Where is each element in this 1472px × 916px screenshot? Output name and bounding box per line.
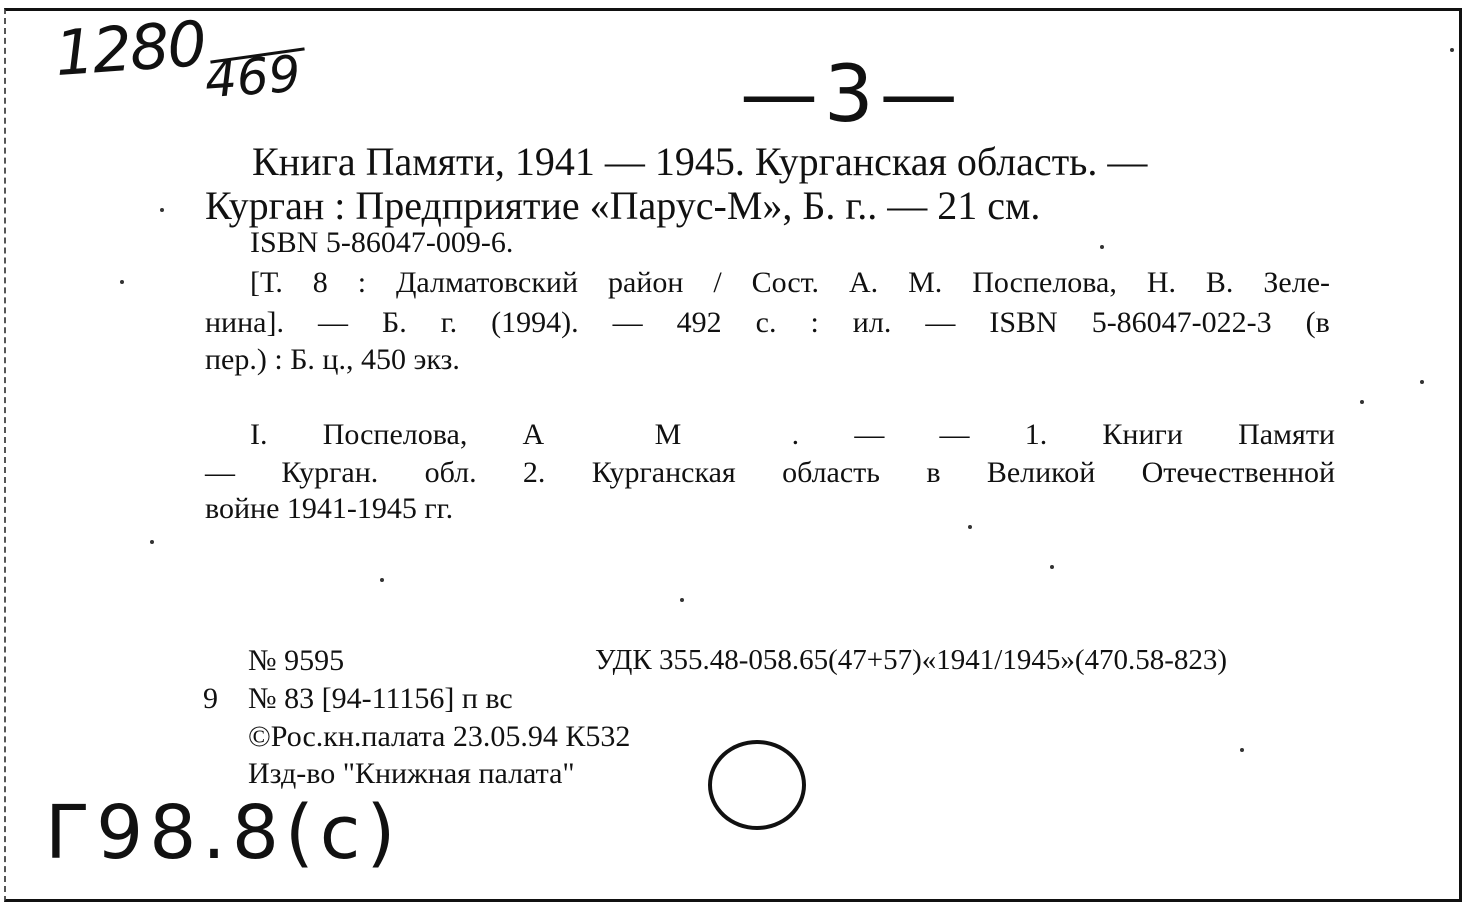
volume-line-1-word: Далматовский [395, 266, 579, 299]
subject-line-2-word: Отечественной [1141, 456, 1335, 489]
volume-line-2-word: : [810, 306, 819, 339]
volume-line-2-word: ISBN [989, 306, 1058, 339]
subject-line-1-word: — [939, 418, 970, 451]
scan-speck [1100, 245, 1104, 249]
scan-speck [1450, 48, 1454, 52]
scan-speck [968, 525, 972, 529]
volume-line-2-word: — [317, 306, 348, 339]
scan-speck [1240, 748, 1244, 752]
volume-line-2 [205, 306, 1330, 340]
subject-line-1 [250, 418, 1335, 452]
volume-line-2-word: 5-86047-022-3 [1091, 306, 1272, 339]
subject-line-2-word: 2. [522, 456, 546, 489]
volume-line-2-word: Б. [381, 306, 407, 339]
stamp-circle [708, 740, 806, 830]
title-line-1: Книга Памяти, 1941 — 1945. Курганская область. — [252, 139, 1148, 184]
accession-fraction: 469 [203, 44, 303, 110]
volume-line-1 [250, 266, 1330, 300]
volume-line-1-word: Зеле- [1263, 266, 1330, 299]
accession-number: 1280 [52, 6, 208, 91]
subject-line-2-word: — [205, 456, 235, 489]
volume-line-1-word: Поспелова, [972, 266, 1117, 299]
volume-line-2-word: 492 [676, 306, 722, 339]
volume-line-1-word: Н. [1146, 266, 1176, 299]
volume-line-1-word: 8 [312, 266, 328, 299]
title-line-2: Курган : Предприятие «Парус-М», Б. г.. — 21 см. [205, 183, 1041, 228]
volume-line-1-word: В. [1205, 266, 1234, 299]
subject-line-1-word: Памяти [1238, 418, 1335, 451]
order-line: № 83 [94-11156] п вс [248, 682, 513, 715]
subject-line-2-word: в [926, 456, 941, 489]
subject-line-2-word: область [782, 456, 880, 489]
scan-speck [1050, 565, 1054, 569]
subject-line-1-word: Книги [1102, 418, 1183, 451]
scan-speck [380, 578, 384, 582]
publisher-line: Изд-во "Книжная палата" [248, 757, 575, 790]
volume-line-2-word: (в [1305, 306, 1330, 339]
subject-line-2-word: обл. [424, 456, 477, 489]
subject-line-1-word: М [654, 418, 682, 451]
udc-code: УДК 355.48-058.65(47+57)«1941/1945»(470.58-823) [595, 644, 1228, 676]
subject-line-1-word: 1. [1024, 418, 1048, 451]
record-number: № 9595 [248, 644, 345, 677]
scan-speck [120, 280, 124, 284]
page-mark: —3— [740, 50, 964, 140]
subject-line-2-word: Курганская [591, 456, 736, 489]
subject-line-1-word: Поспелова, [322, 418, 468, 451]
volume-line-2-word: ил. [852, 306, 892, 339]
scan-speck [680, 598, 684, 602]
volume-line-2-word: — [612, 306, 643, 339]
volume-line-1-word: : [357, 266, 367, 299]
subject-line-1-word: . [791, 418, 800, 451]
volume-line-1-word: М. [908, 266, 943, 299]
shelf-code: Г98.8(с) [45, 790, 402, 876]
volume-line-2-word: (1994). [491, 306, 579, 339]
subject-line-1-word: I. [250, 418, 268, 451]
isbn-line: ISBN 5-86047-009-6. [250, 226, 514, 259]
volume-line-2-word: нина]. [205, 306, 284, 339]
scan-speck [160, 208, 164, 212]
volume-line-2-word: — [925, 306, 956, 339]
copyright-line: ©Рос.кн.палата 23.05.94 К532 [248, 720, 631, 753]
scan-speck [150, 540, 154, 544]
leading-digit: 9 [203, 682, 218, 715]
volume-line-1-word: Сост. [751, 266, 820, 299]
scan-speck [1360, 400, 1364, 404]
volume-line-1-word: А. [848, 266, 879, 299]
subject-line-2-word: Великой [986, 456, 1096, 489]
subject-line-3: войне 1941-1945 гг. [205, 492, 454, 525]
volume-line-1-word: / [713, 266, 722, 299]
volume-line-1-word: [Т. [250, 266, 283, 299]
subject-line-1-word: — [854, 418, 885, 451]
volume-line-1-word: район [607, 266, 684, 299]
volume-line-2-word: с. [755, 306, 777, 339]
subject-line-1-word: А [522, 418, 545, 451]
volume-line-2-word: г. [440, 306, 458, 339]
scan-speck [1420, 380, 1424, 384]
subject-line-2-word: Курган. [281, 456, 379, 489]
volume-line-3: пер.) : Б. ц., 450 экз. [205, 343, 460, 376]
subject-line-2 [205, 456, 1335, 490]
